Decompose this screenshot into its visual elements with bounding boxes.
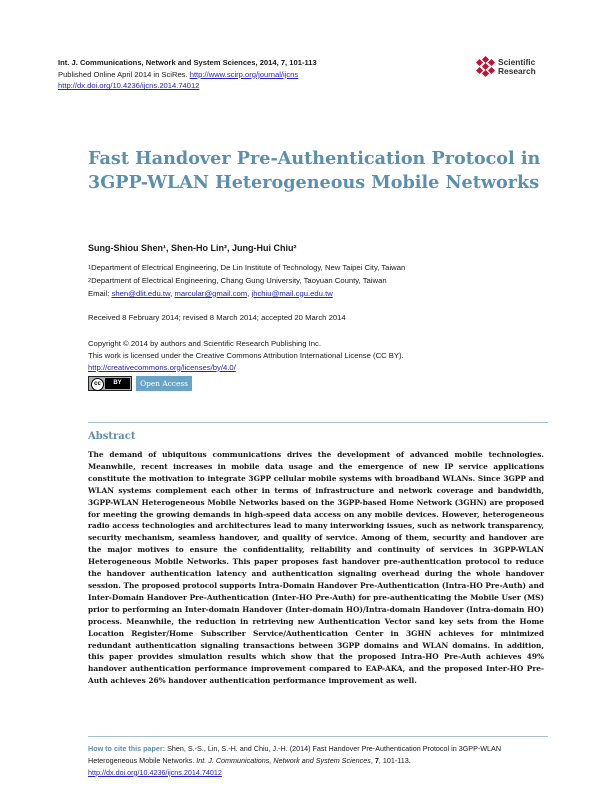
email-link-2[interactable]: marcular@gmail.com (174, 288, 248, 298)
affiliation-2: $^2$Department of Electrical Engineering, Chang Gung University, Taoyuan County, Taiwan (88, 275, 387, 285)
logo-line1: Scientific (498, 57, 536, 67)
copyright-line: Copyright © 2014 by authors and Scientific Research Publishing Inc. (88, 339, 322, 348)
open-access-badge[interactable]: Open Access (136, 376, 192, 391)
journal-citation-line: Int. J. Communications, Network and System Sciences, 2014, 7, 101-113 (58, 58, 317, 67)
cite-journal: Int. J. Communications, Network and System Sciences (196, 755, 371, 765)
email-label: Email: (88, 288, 110, 298)
license-line: This work is licensed under the Creative Commons Attribution International License (CC BY). (88, 350, 404, 360)
cite-doi-link[interactable]: http://dx.doi.org/10.4236/ijcns.2014.74012 (88, 767, 222, 777)
published-line (58, 69, 458, 81)
cc-icon: cc (91, 378, 104, 391)
logo-line2: Research (498, 66, 536, 77)
email-line: Email: shen@dlit.edu.tw, marcular@gmail.com, jhchiu@mail.cgu.edu.tw (88, 288, 333, 298)
journal-header (58, 57, 458, 92)
affiliation-1: $^1$Department of Electrical Engineering, De Lin Institute of Technology, New Taipei City, Taiwan (88, 263, 406, 272)
author-list: Sung-Shiou Shen¹, Shen-Ho Lin², Jung-Hui Chiu² (88, 243, 297, 253)
copyright-block (88, 338, 548, 373)
scientific-research-logo (476, 56, 546, 82)
email-link-3[interactable]: jhchiu@mail.cgu.edu.tw (251, 288, 333, 298)
paper-title: Fast Handover Pre-Authentication Protocol in 3GPP-WLAN Heterogeneous Mobile Networks (88, 148, 541, 193)
how-to-cite: How to cite this paper: Shen, S.-S., Lin, S.-H. and Chiu, J.-H. (2014) Fast Handover Pre-Authentication Protocol in 3GPP-WLAN Heterogeneous Mobile Networks. Int. J. Communications, Network and System Sciences, 7, 101-113. http://dx.doi.org/10.4236/ijcns.2014.74012 (88, 744, 502, 777)
sr-logo-icon (476, 56, 496, 80)
license-url-link[interactable]: http://creativecommons.org/licenses/by/4.0/ (88, 362, 236, 372)
by-icon: BY (105, 378, 130, 389)
abstract-heading: Abstract (88, 431, 136, 442)
cite-volume: 7 (374, 755, 379, 765)
received-dates: Received 8 February 2014; revised 8 March 2014; accepted 20 March 2014 (88, 313, 346, 322)
published-prefix: Published Online April 2014 in SciRes. (58, 69, 188, 79)
abstract-bottom-divider (88, 736, 548, 737)
email-link-1[interactable]: shen@dlit.edu.tw (111, 288, 171, 298)
abstract-top-divider (88, 422, 548, 423)
cc-by-badge[interactable] (88, 376, 132, 391)
cite-pages: , 101-113. (378, 755, 411, 765)
affiliations (88, 262, 548, 300)
journal-url-link[interactable]: http://www.scirp.org/journal/ijcns (189, 69, 299, 79)
abstract-body: The demand of ubiquitous communications drives the development of advanced mobile technologies. Meanwhile, recent increases in mobile data usage and the emergence of new IP service applications constitute the motivation to integrate 3GPP cellular mobile systems with broadband WLANs. Since 3GPP and WLAN systems complement each other in terms of infrastructure and network coverage and bandwidth, 3GPP-WLAN Heterogeneous Mobile Networks based on the 3GPP-based Home Network (3GHN) are proposed for meeting the growing demands in high-speed data access on any mobile devices. However, heterogeneous radio access technologies and architectures lead to many interworking issues, such as network transparency, security mechanism, seamless handover, and quality of service. Among of them, security and handover are the major motives to ensure the confidentiality, reliability and continuity of services in 3GPP-WLAN Heterogeneous Mobile Networks. This paper proposes fast handover pre-authentication protocol to reduce the handover authentication latency and authentication signaling overhead during the whole handover session. The proposed protocol supports Intra-Domain Handover Pre-Authentication (Intra-HO Pre-Auth) and Inter-Domain Handover Pre-Authentication (Inter-HO Pre-Auth) for pre-authenticating the Mobile User (MS) prior to performing an Inter-domain Handover (Inter-domain HO)/Intra-domain Handover (Intra-domain HO) process. Meanwhile, the reduction in retrieving new Authentication Vector sand key sets from the Home Location Register/Home Subscriber Service/Authentication Center in 3GHN achieves for minimized redundant authentication signaling transactions between 3GPP domains and WLAN domains. In addition, this paper provides simulation results which show that the proposed Intra-HO Pre-Auth achieves 49% handover authentication performance improvement compared to EAP-AKA, and the proposed Inter-HO Pre-Auth achieves 26% handover authentication performance improvement as well. (88, 450, 544, 686)
cite-authors: Shen, S.-S., Lin, S.-H. and Chiu, J.-H. (2014) Fast Handover Pre-Authentication Protocol in 3GPP-WLAN Heterogeneous Mobile Networks. (88, 744, 502, 765)
cite-label: How to cite this paper: (88, 744, 166, 753)
header-doi-link[interactable]: http://dx.doi.org/10.4236/ijcns.2014.74012 (58, 81, 200, 91)
